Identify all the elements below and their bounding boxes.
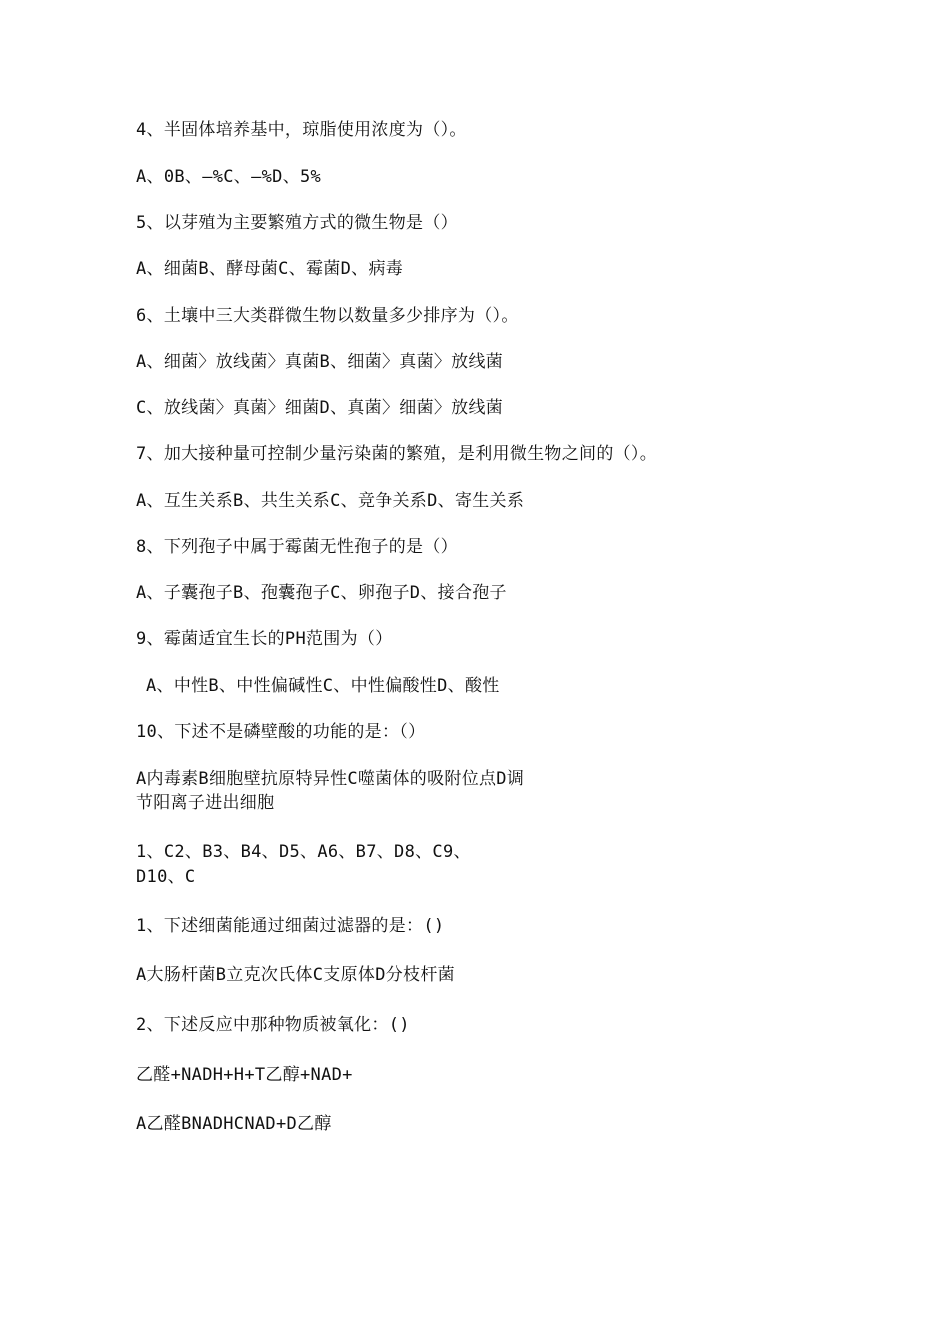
question-6-options-cd: C、放线菌〉真菌〉细菌D、真菌〉细菌〉放线菌 <box>136 398 504 418</box>
question-5-options: A、细菌B、酵母菌C、霉菌D、病毒 <box>136 259 404 279</box>
answer-key-line2: D10、C <box>136 867 196 887</box>
question-4: 4、半固体培养基中，琼脂使用浓度为（）。 <box>136 120 467 140</box>
question-10-options-line1: A内毒素B细胞壁抗原特异性C噬菌体的吸附位点D调 <box>136 769 525 789</box>
question-8-options: A、子囊孢子B、孢囊孢子C、卵孢子D、接合孢子 <box>136 583 507 603</box>
question-10-options-line2: 节阳离子进出细胞 <box>136 793 275 813</box>
section2-question-1: 1、下述细菌能通过细菌过滤器的是：() <box>136 916 445 936</box>
section2-question-1-options: A大肠杆菌B立克次氏体C支原体D分枝杆菌 <box>136 965 455 985</box>
question-5: 5、以芽殖为主要繁殖方式的微生物是（） <box>136 213 458 233</box>
question-6-options-ab: A、细菌〉放线菌〉真菌B、细菌〉真菌〉放线菌 <box>136 352 504 372</box>
question-9: 9、霉菌适宜生长的PH范围为（） <box>136 629 393 649</box>
reaction-equation: 乙醛+NADH+H+T乙醇+NAD+ <box>136 1065 353 1085</box>
question-7: 7、加大接种量可控制少量污染菌的繁殖，是利用微生物之间的（）。 <box>136 444 658 464</box>
answer-key-line1: 1、C2、B3、B4、D5、A6、B7、D8、C9、 <box>136 842 471 862</box>
section2-question-2: 2、下述反应中那种物质被氧化：() <box>136 1015 410 1035</box>
question-9-options: A、中性B、中性偏碱性C、中性偏酸性D、酸性 <box>146 676 500 696</box>
question-7-options: A、互生关系B、共生关系C、竞争关系D、寄生关系 <box>136 491 525 511</box>
section2-question-2-options: A乙醛BNADHCNAD+D乙醇 <box>136 1114 332 1134</box>
question-4-options: A、0B、—%C、—%D、5% <box>136 167 322 187</box>
question-10: 10、下述不是磷壁酸的功能的是：（） <box>136 722 426 742</box>
question-6: 6、土壤中三大类群微生物以数量多少排序为（）。 <box>136 306 519 326</box>
question-8: 8、下列孢子中属于霉菌无性孢子的是（） <box>136 537 458 557</box>
